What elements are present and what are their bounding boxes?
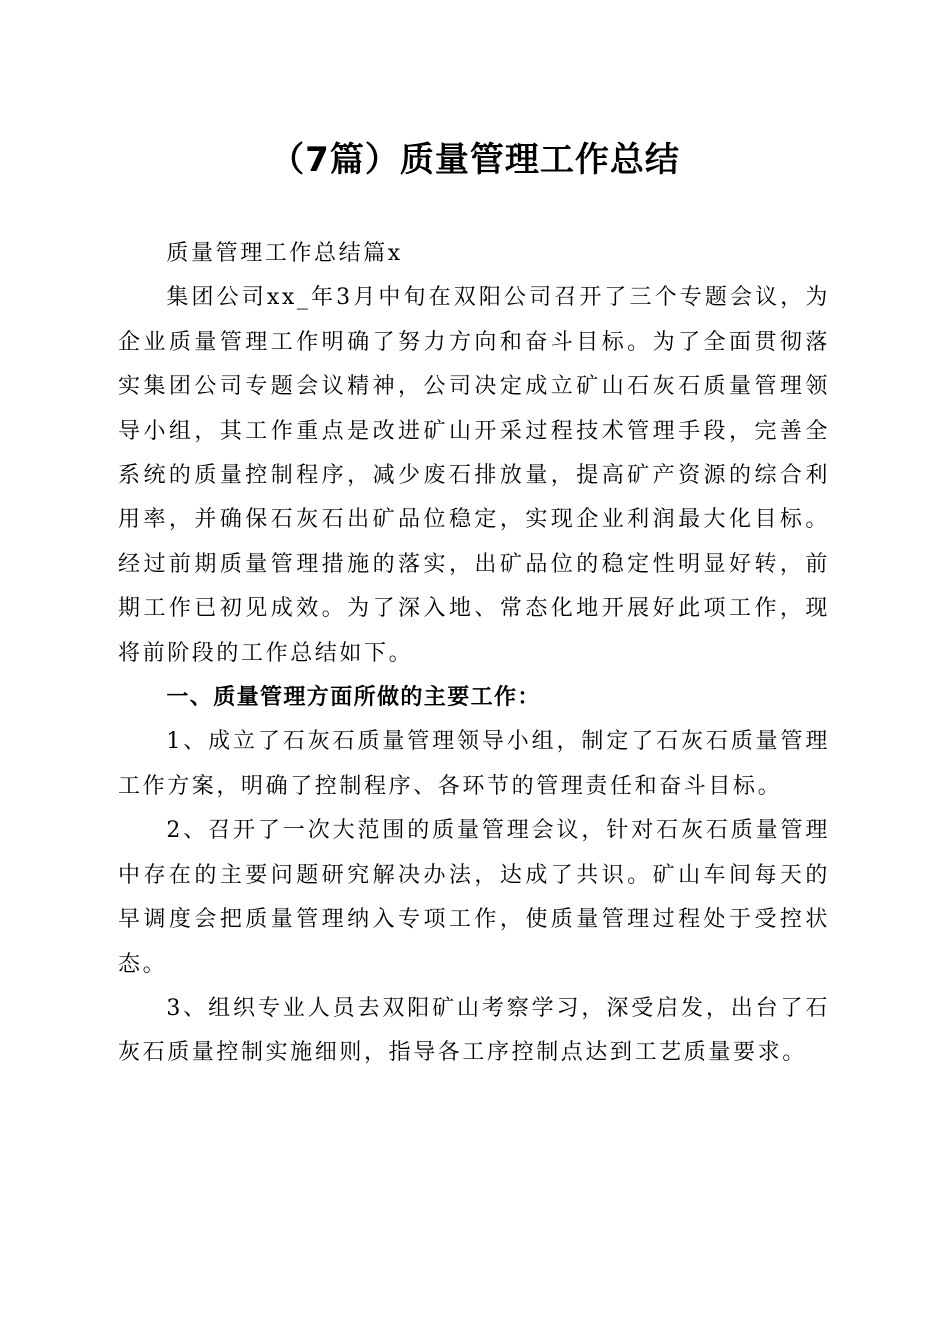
- document-title: （7篇）质量管理工作总结: [270, 140, 680, 180]
- item-paragraph-2: 2、召开了一次大范围的质量管理会议，针对石灰石质量管理中存在的主要问题研究解决办法，达成了共识。矿山车间每天的早调度会把质量管理纳入专项工作，使质量管理过程处于受控状态。: [118, 818, 830, 977]
- intro-paragraph: 集团公司xx_年3月中旬在双阳公司召开了三个专题会议，为企业质量管理工作明确了努力方向和奋斗目标。为了全面贯彻落实集团公司专题会议精神，公司决定成立矿山石灰石质量管理领导小组，其工作重点是改进矿山开采过程技术管理手段，完善全系统的质量控制程序，减少废石排放量，提高矿产资源的综合利用率，并确保石灰石出矿品位稳定，实现企业利润最大化目标。经过前期质量管理措施的落实，出矿品位的稳定性明显好转，前期工作已初见成效。为了深入地、常态化地开展好此项工作，现将前阶段的工作总结如下。: [118, 285, 830, 666]
- section-heading: 一、质量管理方面所做的主要工作：: [166, 685, 541, 711]
- document-body: [118, 232, 830, 1076]
- item-paragraph-1: 1、成立了石灰石质量管理领导小组，制定了石灰石质量管理工作方案，明确了控制程序、各环节的管理责任和奋斗目标。: [118, 729, 830, 799]
- section-subtitle: 质量管理工作总结篇x: [166, 241, 403, 266]
- item-paragraph-3: 3、组织专业人员去双阳矿山考察学习，深受启发，出台了石灰石质量控制实施细则，指导各工序控制点达到工艺质量要求。: [118, 995, 830, 1066]
